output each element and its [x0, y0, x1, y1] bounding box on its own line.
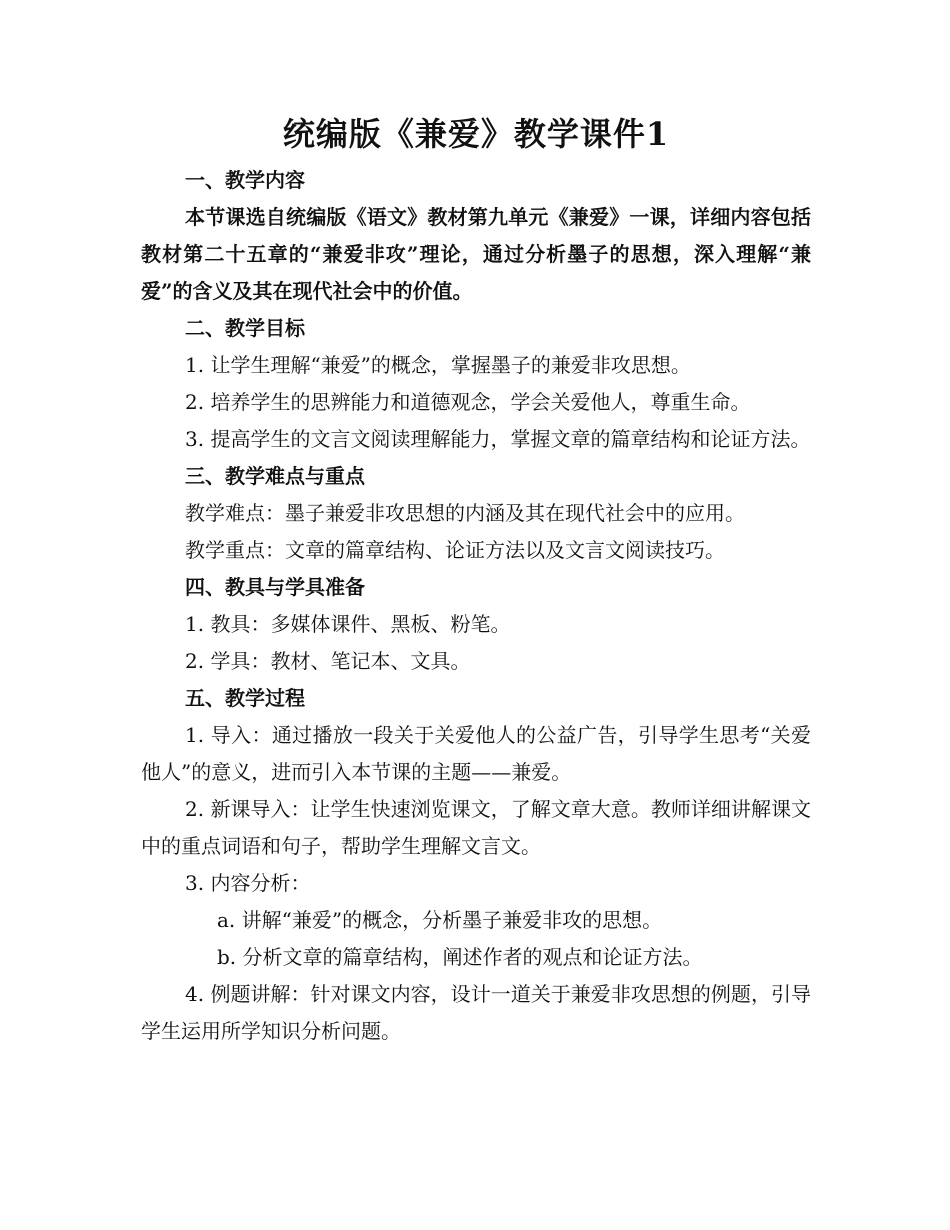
section-heading-process: 五、教学过程	[185, 686, 305, 710]
document-page	[141, 110, 811, 1050]
process-step: 4. 例题讲解：针对课文内容，设计一道关于兼爱非攻思想的例题，引导学生运用所学知识分析问题。	[141, 982, 811, 1043]
document-title: 统编版《兼爱》教学课件1	[282, 115, 670, 153]
process-step: 2. 新课导入：让学生快速浏览课文，了解文章大意。教师详细讲解课文中的重点词语和句子，帮助学生理解文言文。	[141, 797, 811, 858]
section-heading-difficulties: 三、教学难点与重点	[185, 464, 365, 488]
materials-item: 1. 教具：多媒体课件、黑板、粉笔。	[185, 612, 511, 636]
section-heading-content: 一、教学内容	[185, 168, 305, 192]
objective-item: 3. 提高学生的文言文阅读理解能力，掌握文章的篇章结构和论证方法。	[185, 427, 811, 451]
difficulty-text: 教学难点：墨子兼爱非攻思想的内涵及其在现代社会中的应用。	[185, 501, 745, 525]
objective-item: 1. 让学生理解“兼爱”的概念，掌握墨子的兼爱非攻思想。	[185, 353, 691, 377]
materials-item: 2. 学具：教材、笔记本、文具。	[185, 649, 471, 673]
section-heading-objectives: 二、教学目标	[185, 316, 305, 340]
objective-item: 2. 培养学生的思辨能力和道德观念，学会关爱他人，尊重生命。	[185, 390, 751, 414]
section-content-paragraph: 本节课选自统编版《语文》教材第九单元《兼爱》一课，详细内容包括教材第二十五章的“兼爱非攻”理论，通过分析墨子的思想，深入理解“兼爱”的含义及其在现代社会中的价值。	[141, 205, 811, 303]
process-step: 1. 导入：通过播放一段关于关爱他人的公益广告，引导学生思考“关爱他人”的意义，进而引入本节课的主题——兼爱。	[141, 723, 811, 784]
focus-text: 教学重点：文章的篇章结构、论证方法以及文言文阅读技巧。	[185, 538, 725, 562]
section-heading-materials: 四、教具与学具准备	[185, 575, 365, 599]
process-step: 3. 内容分析：	[185, 871, 311, 895]
process-substep: b. 分析文章的篇章结构，阐述作者的观点和论证方法。	[217, 945, 703, 969]
process-substep: a. 讲解“兼爱”的概念，分析墨子兼爱非攻的思想。	[217, 908, 663, 932]
